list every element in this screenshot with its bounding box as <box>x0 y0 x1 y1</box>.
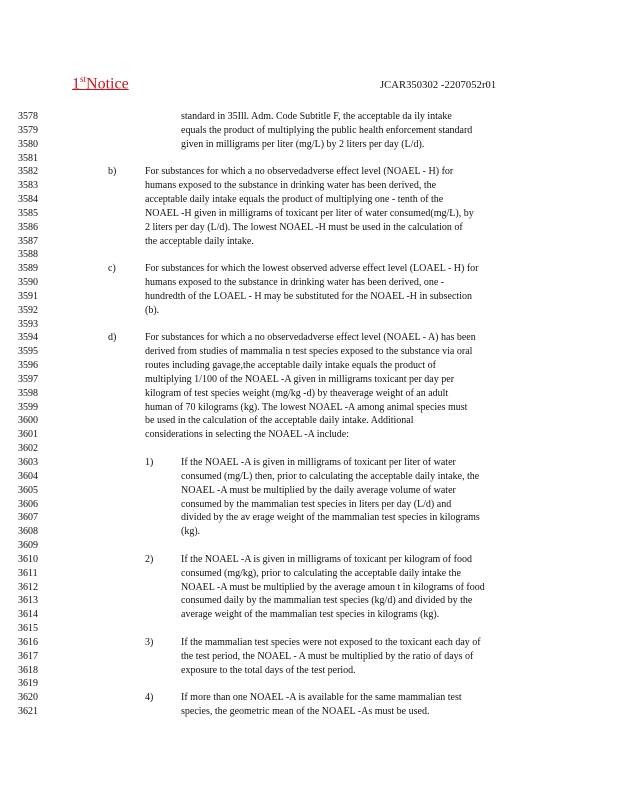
line-number: 3582 <box>18 166 38 178</box>
line-number: 3601 <box>18 429 38 441</box>
line-number: 3616 <box>18 636 38 648</box>
body-text-line: NOAEL -A must be multiplied by the daily average volume of water <box>181 484 456 496</box>
line-number: 3583 <box>18 180 38 192</box>
list-label: 2) <box>145 553 154 565</box>
body-text-line: NOAEL -A must be multiplied by the average amoun t in kilograms of food <box>181 581 485 593</box>
line-number: 3611 <box>18 567 38 579</box>
line-number: 3617 <box>18 650 38 662</box>
line-number: 3604 <box>18 470 38 482</box>
line-number: 3619 <box>18 678 38 690</box>
body-text-line: (kg). <box>181 526 201 538</box>
line-number: 3588 <box>18 249 38 261</box>
line-number: 3584 <box>18 194 38 206</box>
body-text-line: standard in 35Ill. Adm. Code Subtitle F, the acceptable da ily intake <box>181 111 452 122</box>
line-number: 3579 <box>18 124 38 136</box>
line-number: 3599 <box>18 401 38 413</box>
body-text-line: considerations in selecting the NOAEL -A include: <box>145 429 350 441</box>
notice-heading <box>72 74 139 93</box>
line-number: 3612 <box>18 581 38 593</box>
body-text-line: hundredth of the LOAEL - H may be substituted for the NOAEL -H in subsection <box>145 290 472 302</box>
line-number: 3587 <box>18 235 38 247</box>
line-number: 3620 <box>18 692 38 704</box>
line-number: 3585 <box>18 207 38 219</box>
document-reference: JCAR350302 -2207052r01 <box>380 80 497 91</box>
list-label: 4) <box>145 692 154 704</box>
line-number: 3613 <box>18 595 38 607</box>
body-text-line: If the NOAEL -A is given in milligrams of toxicant per kilogram of food <box>181 553 472 565</box>
body-text-line: the acceptable daily intake. <box>145 235 254 247</box>
line-number: 3606 <box>18 498 38 510</box>
body-text-line: consumed (mg/kg), prior to calculating the acceptable daily intake the <box>181 567 461 579</box>
line-number: 3609 <box>18 540 38 552</box>
body-text-line: acceptable daily intake equals the product of multiplying one - tenth of the <box>145 194 444 206</box>
line-number: 3602 <box>18 443 38 455</box>
list-label: c) <box>108 263 116 275</box>
line-number: 3614 <box>18 609 38 621</box>
body-text-line: derived from studies of mammalia n test species exposed to the substance via oral <box>145 346 473 358</box>
body-text-line: equals the product of multiplying the public health enforcement standard <box>181 124 473 136</box>
body-text-line: For substances for which a no observedadverse effect level (NOAEL - H) for <box>145 166 454 178</box>
body-text-line: divided by the av erage weight of the mammalian test species in kilograms <box>181 512 480 524</box>
body-text-line: If the mammalian test species were not exposed to the toxicant each day of <box>181 636 481 648</box>
body-text-line: average weight of the mammalian test species in kilograms (kg). <box>181 609 440 621</box>
list-label: 3) <box>145 636 154 648</box>
body-text-line: exposure to the total days of the test period. <box>181 664 356 676</box>
body-text-line: For substances for which the lowest observed adverse effect level (LOAEL - H) for <box>145 263 479 275</box>
line-number: 3605 <box>18 484 38 496</box>
line-number: 3581 <box>18 152 38 164</box>
line-number: 3621 <box>18 706 38 718</box>
line-number: 3586 <box>18 221 38 233</box>
line-number: 3595 <box>18 346 38 358</box>
body-text-line: consumed daily by the mammalian test species (kg/d) and divided by the <box>181 595 473 607</box>
notice-number: 1 <box>72 75 80 93</box>
body-text-line: If more than one NOAEL -A is available for the same mammalian test <box>181 692 462 704</box>
body-text-line: consumed (mg/L) then, prior to calculating the acceptable daily intake, the <box>181 470 480 482</box>
line-number: 3600 <box>18 415 38 427</box>
line-number: 3597 <box>18 373 38 385</box>
body-text-line: routes including gavage,the acceptable daily intake equals the product of <box>145 360 437 372</box>
line-number: 3618 <box>18 664 38 676</box>
body-text-line: kilogram of test species weight (mg/kg -d) by theaverage weight of an adult <box>145 387 449 399</box>
body-text-line: the test period, the NOAEL - A must be multiplied by the ratio of days of <box>181 650 474 662</box>
line-number: 3590 <box>18 277 38 289</box>
body-text-line: multiplying 1/100 of the NOAEL -A given in milligrams toxicant per day per <box>145 373 455 385</box>
list-label: b) <box>108 166 117 178</box>
notice-word: Notice <box>86 75 129 93</box>
body-text-line: be used in the calculation of the acceptable daily intake. Additional <box>145 415 414 427</box>
line-number: 3580 <box>18 138 38 150</box>
line-number: 3589 <box>18 263 38 275</box>
line-number: 3593 <box>18 318 38 330</box>
body-text-line: humans exposed to the substance in drinking water has been derived, the <box>145 180 437 192</box>
body-text-line: (b). <box>145 304 160 316</box>
line-number: 3608 <box>18 526 38 538</box>
line-number: 3591 <box>18 290 38 302</box>
line-number: 3603 <box>18 457 38 468</box>
line-number: 3596 <box>18 360 38 372</box>
body-text-line: For substances for which a no observedadverse effect level (NOAEL - A) has been <box>145 332 476 344</box>
list-label: d) <box>108 332 117 344</box>
line-number: 3592 <box>18 304 38 316</box>
line-number: 3607 <box>18 512 38 524</box>
body-text-line: 2 liters per day (L/d). The lowest NOAEL -H must be used in the calculation of <box>145 221 463 233</box>
line-number: 3598 <box>18 387 38 399</box>
body-text-line: humans exposed to the substance in drinking water has been derived, one - <box>145 277 445 289</box>
body-text-line: NOAEL -H given in milligrams of toxicant per liter of water consumed(mg/L), by <box>145 207 474 219</box>
line-number: 3578 <box>18 111 38 122</box>
body-text-line: human of 70 kilograms (kg). The lowest NOAEL -A among animal species must <box>145 401 468 413</box>
body-text-line: given in milligrams per liter (mg/L) by 2 liters per day (L/d). <box>181 138 425 150</box>
body-text-line: consumed by the mammalian test species in liters per day (L/d) and <box>181 498 452 510</box>
list-label: 1) <box>145 457 154 468</box>
line-number: 3610 <box>18 553 38 565</box>
line-number: 3615 <box>18 623 38 635</box>
notice-superscript: st <box>80 74 87 84</box>
body-text-line: species, the geometric mean of the NOAEL -As must be used. <box>181 706 430 718</box>
line-number: 3594 <box>18 332 38 344</box>
body-text-line: If the NOAEL -A is given in milligrams of toxicant per liter of water <box>181 457 456 468</box>
